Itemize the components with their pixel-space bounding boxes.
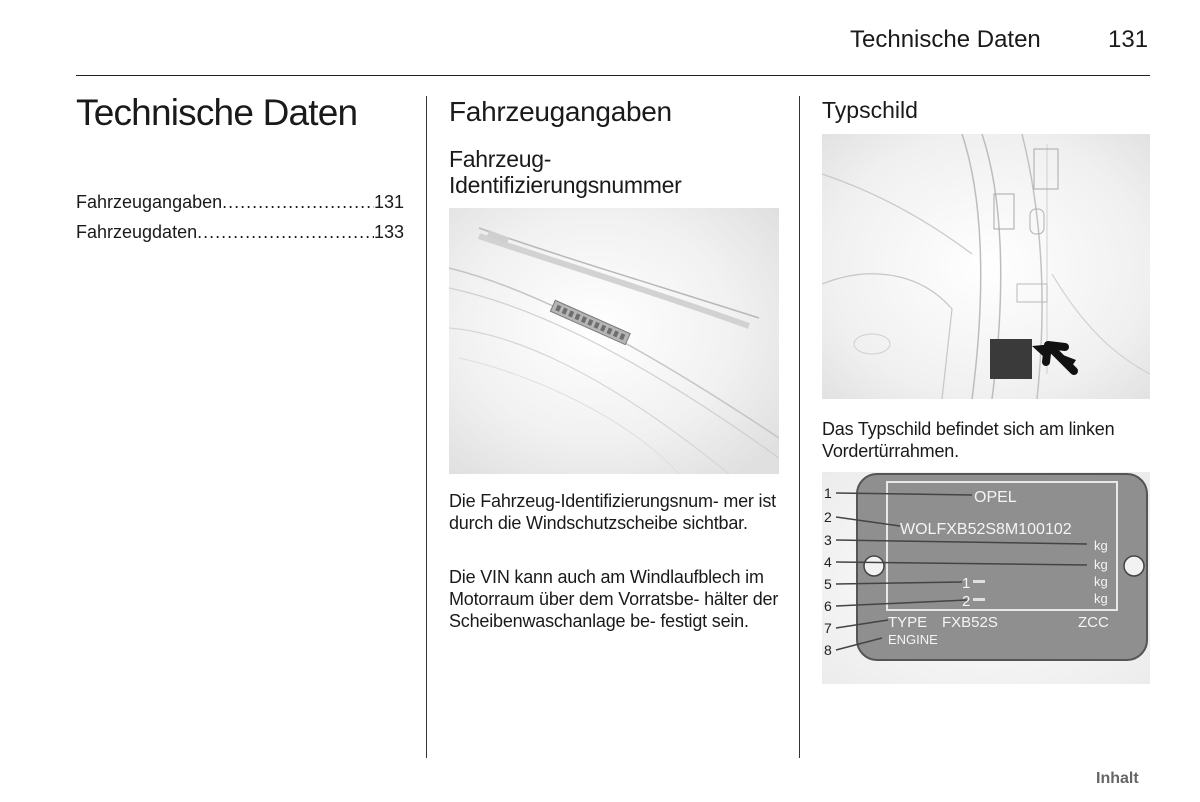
toc-label: Fahrzeugdaten (76, 222, 198, 242)
column-divider (426, 96, 427, 758)
toc-leader (222, 192, 374, 213)
type-plate-illustration (822, 472, 1150, 684)
plate-vin: WOLFXB52S8M100102 (900, 521, 1072, 538)
header-rule (76, 75, 1150, 76)
plate-type-label: TYPE (888, 614, 928, 631)
plate-unit: kg (1094, 574, 1108, 589)
section-heading-vehicle-info: Fahrzeugangaben (449, 96, 672, 127)
vin-windshield-illustration (449, 208, 779, 474)
callout-2: 2 (824, 509, 832, 525)
vin-paragraph-1: Die Fahrzeug-Identifizierungsnum- mer ist durch die Windschutzscheibe sichtbar. (449, 491, 776, 533)
page-number: 131 (1108, 26, 1149, 53)
callout-8: 8 (824, 642, 832, 658)
type-plate-description: Das Typschild befindet sich am linken Vordertürrahmen. (822, 419, 1115, 461)
vin-paragraph-2: Die VIN kann auch am Windlaufblech im Motorraum über dem Vorratsbe- hälter der Scheibenwaschanlage be- festigt sein. (449, 567, 779, 631)
plate-axle-2: 2 (962, 593, 971, 610)
plate-unit: kg (1094, 557, 1108, 572)
rivet-hole-left (864, 556, 884, 576)
callout-5: 5 (824, 576, 832, 592)
plate-axle-1: 1 (962, 575, 971, 592)
callout-4: 4 (824, 554, 832, 570)
rivet-hole-right (1124, 556, 1144, 576)
plate-engine-label: ENGINE (888, 632, 938, 647)
section-heading-type-plate: Typschild (822, 97, 918, 123)
toc-entry-vehicle-data[interactable] (76, 222, 404, 243)
callout-3: 3 (824, 532, 832, 548)
subheading-vin: Fahrzeug- Identifizierungsnummer (449, 146, 682, 198)
toc-entry-vehicle-info[interactable] (76, 192, 404, 213)
toc-page: 131 (373, 192, 404, 212)
toc-leader (197, 222, 374, 243)
plate-unit: kg (1094, 591, 1108, 606)
callout-6: 6 (824, 598, 832, 614)
chapter-title: Technische Daten (76, 92, 358, 133)
door-frame-illustration (822, 134, 1150, 399)
type-plate-location-marker (990, 339, 1032, 379)
plate-unit: kg (1094, 538, 1108, 553)
callout-1: 1 (824, 485, 832, 501)
plate-code: ZCC (1078, 614, 1109, 631)
toc-label: Fahrzeugangaben (76, 192, 223, 212)
plate-brand: OPEL (974, 489, 1017, 506)
plate-type-value: FXB52S (942, 614, 998, 631)
column-divider (799, 96, 800, 758)
callout-7: 7 (824, 620, 832, 636)
running-header-title: Technische Daten (850, 26, 1041, 53)
toc-page: 133 (373, 222, 404, 242)
footer-contents-link[interactable]: Inhalt (1096, 770, 1139, 787)
